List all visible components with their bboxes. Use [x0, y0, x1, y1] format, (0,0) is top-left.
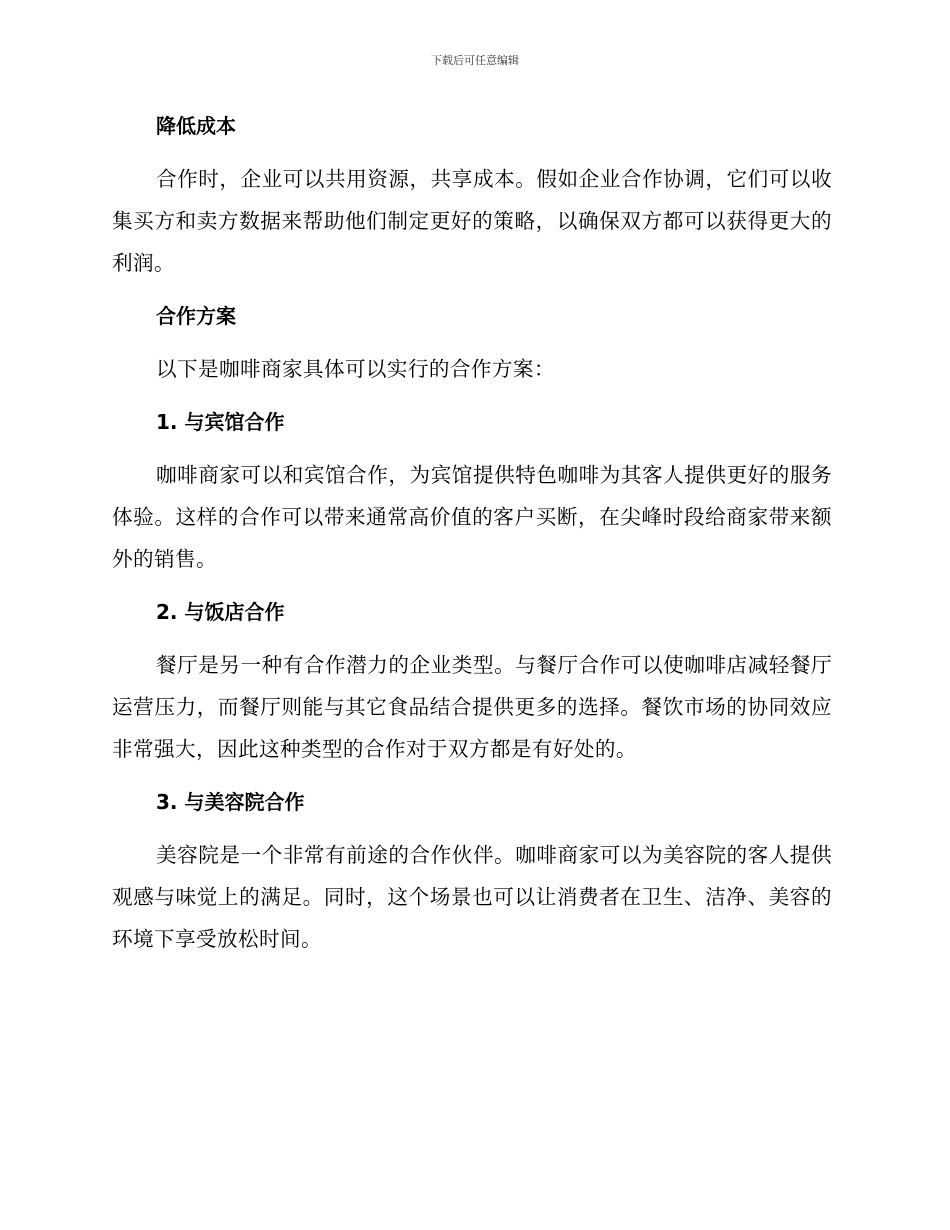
heading-cooperation-plan: 合作方案 [156, 304, 236, 328]
heading-salon-cooperation: 3. 与美容院合作 [156, 790, 305, 814]
paragraph-hotel-cooperation: 咖啡商家可以和宾馆合作，为宾馆提供特色咖啡为其客人提供更好的服务体验。这样的合作可以带来通常高价值的客户买断，在尖峰时段给商家带来额外的销售。 [112, 463, 832, 571]
page-header: 下载后可任意编辑 [431, 54, 519, 67]
document-body [112, 104, 832, 970]
paragraph-restaurant-cooperation: 餐厅是另一种有合作潜力的企业类型。与餐厅合作可以使咖啡店减轻餐厅运营压力，而餐厅则能与其它食品结合提供更多的选择。餐饮市场的协同效应非常强大，因此这种类型的合作对于双方都是有好处的。 [112, 653, 832, 761]
paragraph-plan-intro: 以下是咖啡商家具体可以实行的合作方案： [156, 357, 555, 381]
heading-restaurant-cooperation: 2. 与饭店合作 [156, 600, 285, 624]
heading-hotel-cooperation: 1. 与宾馆合作 [156, 410, 285, 434]
paragraph-salon-cooperation: 美容院是一个非常有前途的合作伙伴。咖啡商家可以为美容院的客人提供观感与味觉上的满足。同时，这个场景也可以让消费者在卫生、洁净、美容的环境下享受放松时间。 [112, 843, 832, 951]
paragraph-cost-reduction: 合作时，企业可以共用资源，共享成本。假如企业合作协调，它们可以收集买方和卖方数据来帮助他们制定更好的策略，以确保双方都可以获得更大的利润。 [112, 167, 832, 275]
heading-cost-reduction: 降低成本 [156, 114, 236, 138]
